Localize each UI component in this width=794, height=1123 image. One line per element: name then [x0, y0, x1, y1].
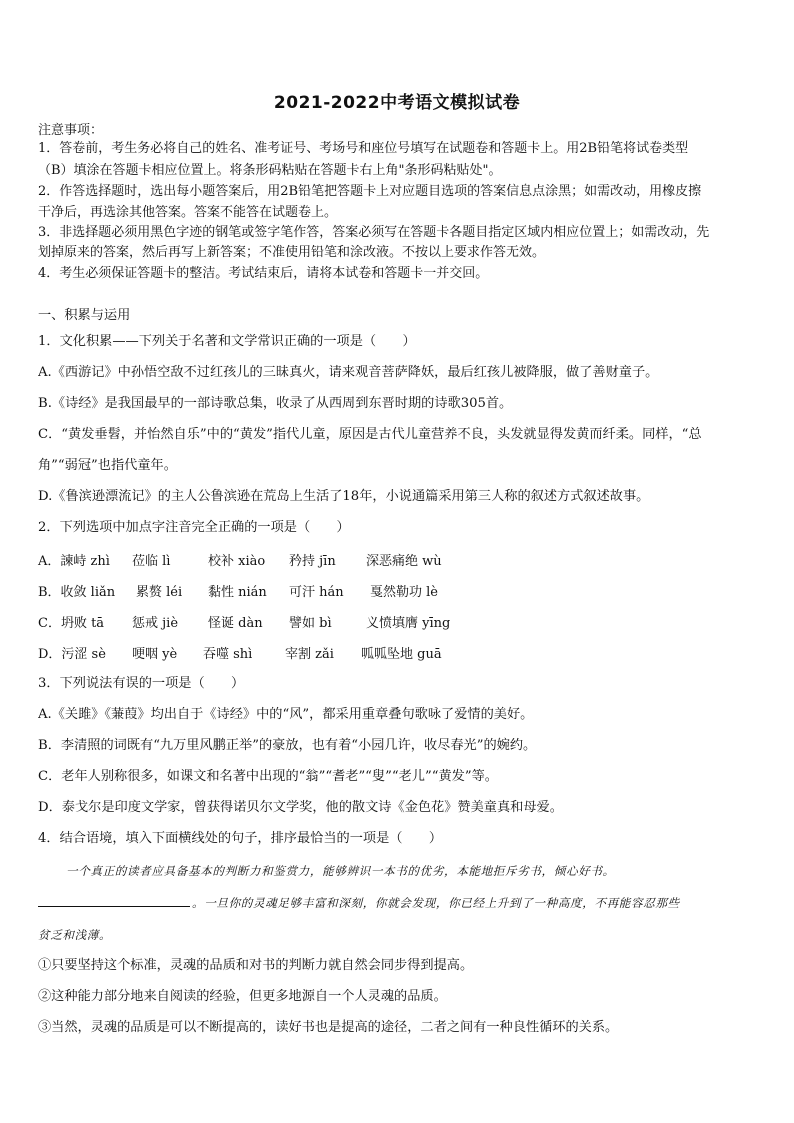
q2-item: 校补 xiào — [208, 554, 266, 569]
q1-stem: 1．文化积累——下列关于名著和文学常识正确的一项是（ ） — [38, 334, 416, 349]
q2-item: 惩戒 jiè — [132, 616, 179, 631]
notes-line: 1．答卷前，考生务必将自己的姓名、准考证号、考场号和座位号填写在试题卷和答题卡上。用2B铅笔将试卷类型 — [38, 141, 689, 156]
notes-line: 划掉原来的答案，然后再写上新答案；不准使用铅笔和涂改液。不按以上要求作答无效。 — [38, 245, 546, 260]
exam-title: 2021-2022中考语文模拟试卷 — [273, 93, 521, 113]
q4-stem: 4．结合语境，填入下面横线处的句子，排序最恰当的一项是（ ） — [38, 831, 443, 846]
q2-item: 莅临 lì — [132, 554, 171, 569]
answer-blank[interactable] — [38, 894, 190, 907]
q2-item: 戛然勒功 lè — [370, 585, 438, 600]
q2-item: D．污涩 sè — [38, 647, 106, 662]
q2-item: 宰割 zǎi — [285, 647, 334, 662]
q3-stem: 3．下列说法有误的一项是（ ） — [38, 676, 245, 691]
notes-line: 4．考生必须保证答题卡的整洁。考试结束后，请将本试卷和答题卡一并交回。 — [38, 266, 489, 281]
q1-option-c: C．“黄发垂髫，并怡然自乐”中的“黄发”指代儿童，原因是古代儿童营养不良，头发就显得发黄而纤柔。同样，“总 — [38, 427, 702, 442]
q2-item: 深恶痛绝 wù — [366, 554, 442, 569]
q3-option-d: D．泰戈尔是印度文学家，曾获得诺贝尔文学奖，他的散文诗《金色花》赞美童真和母爱。 — [38, 800, 563, 815]
q4-sentence-2: ②这种能力部分地来自阅读的经验，但更多地源自一个人灵魂的品质。 — [38, 989, 447, 1004]
q4-sentence-1: ①只要坚持这个标准，灵魂的品质和对书的判断力就自然会同步得到提高。 — [38, 958, 474, 973]
q3-option-b: B．李清照的词既有“九万里风鹏正举”的豪放，也有着“小园几许，收尽春光”的婉约。 — [38, 738, 537, 753]
q3-option-c: C．老年人别称很多，如课文和名著中出现的“翁”“耆老”“叟”“老儿”“黄发”等。 — [38, 769, 498, 784]
notes-line: （B）填涂在答题卡相应位置上。将条形码粘贴在答题卡右上角"条形码粘贴处"。 — [38, 163, 502, 178]
q1-option-c-cont: 角”“弱冠”也指代童年。 — [38, 458, 177, 473]
notes-line: 2．作答选择题时，选出每小题答案后，用2B铅笔把答题卡上对应题目选项的答案信息点涂黑；如需改动，用橡皮擦 — [38, 184, 702, 199]
q2-item: 累赘 léi — [136, 585, 183, 600]
q2-item: C．坍败 tā — [38, 616, 105, 631]
q2-item: 怪诞 dàn — [208, 616, 263, 631]
q4-passage: 一个真正的读者应具备基本的判断力和鉴赏力，能够辨识一本书的优劣，本能地拒斥劣书，倾心好书。 — [66, 864, 615, 878]
q4-passage-end: 贫乏和浅薄。 — [38, 928, 112, 942]
q2-item: 矜持 jīn — [289, 554, 336, 569]
q2-item: 呱呱坠地 guā — [361, 647, 442, 662]
q2-option-row — [38, 612, 760, 630]
q2-item: 黏性 nián — [208, 585, 267, 600]
section-heading: 一、积累与运用 — [38, 308, 131, 323]
q2-item: A．諫峙 zhì — [38, 554, 110, 569]
q4-sentence-3: ③当然，灵魂的品质是可以不断提高的，读好书也是提高的途径，二者之间有一种良性循环的关系。 — [38, 1020, 619, 1035]
q2-item: 譬如 bì — [289, 616, 332, 631]
q2-item: B．收敛 liǎn — [38, 585, 116, 600]
notes-heading: 注意事项： — [38, 123, 104, 138]
q4-passage-text: 。一旦你的灵魂足够丰富和深刻，你就会发现，你已经上升到了一种高度，不再能容忍那些 — [192, 896, 680, 910]
q2-item: 义愤填膺 yīng — [366, 616, 451, 631]
q2-stem: 2．下列选项中加点字注音完全正确的一项是（ ） — [38, 520, 350, 535]
q4-passage-line — [38, 894, 760, 912]
q2-item: 可汗 hán — [289, 585, 344, 600]
q2-item: 哽咽 yè — [132, 647, 178, 662]
q3-option-a: A.《关雎》《蒹葭》均出自于《诗经》中的“风”，都采用重章叠句歌咏了爱情的美好。 — [38, 707, 534, 722]
q1-option-b: B.《诗经》是我国最早的一部诗歌总集，收录了从西周到东晋时期的诗歌305首。 — [38, 396, 513, 411]
q2-option-row — [38, 550, 760, 568]
q1-option-a: A.《西游记》中孙悟空敌不过红孩儿的三昧真火，请来观音菩萨降妖，最后红孩儿被降服，做了善财童子。 — [38, 365, 659, 380]
q2-option-row — [38, 581, 760, 599]
notes-line: 3．非选择题必须用黑色字迹的钢笔或签字笔作答，答案必须写在答题卡各题目指定区域内相应位置上；如需改动，先 — [38, 225, 710, 240]
q2-item: 吞噬 shì — [203, 647, 253, 662]
q2-option-row — [38, 643, 760, 661]
q1-option-d: D.《鲁滨逊漂流记》的主人公鲁滨逊在荒岛上生活了18年，小说通篇采用第三人称的叙述方式叙述故事。 — [38, 489, 650, 504]
notes-line: 干净后，再选涂其他答案。答案不能答在试题卷上。 — [38, 205, 338, 220]
